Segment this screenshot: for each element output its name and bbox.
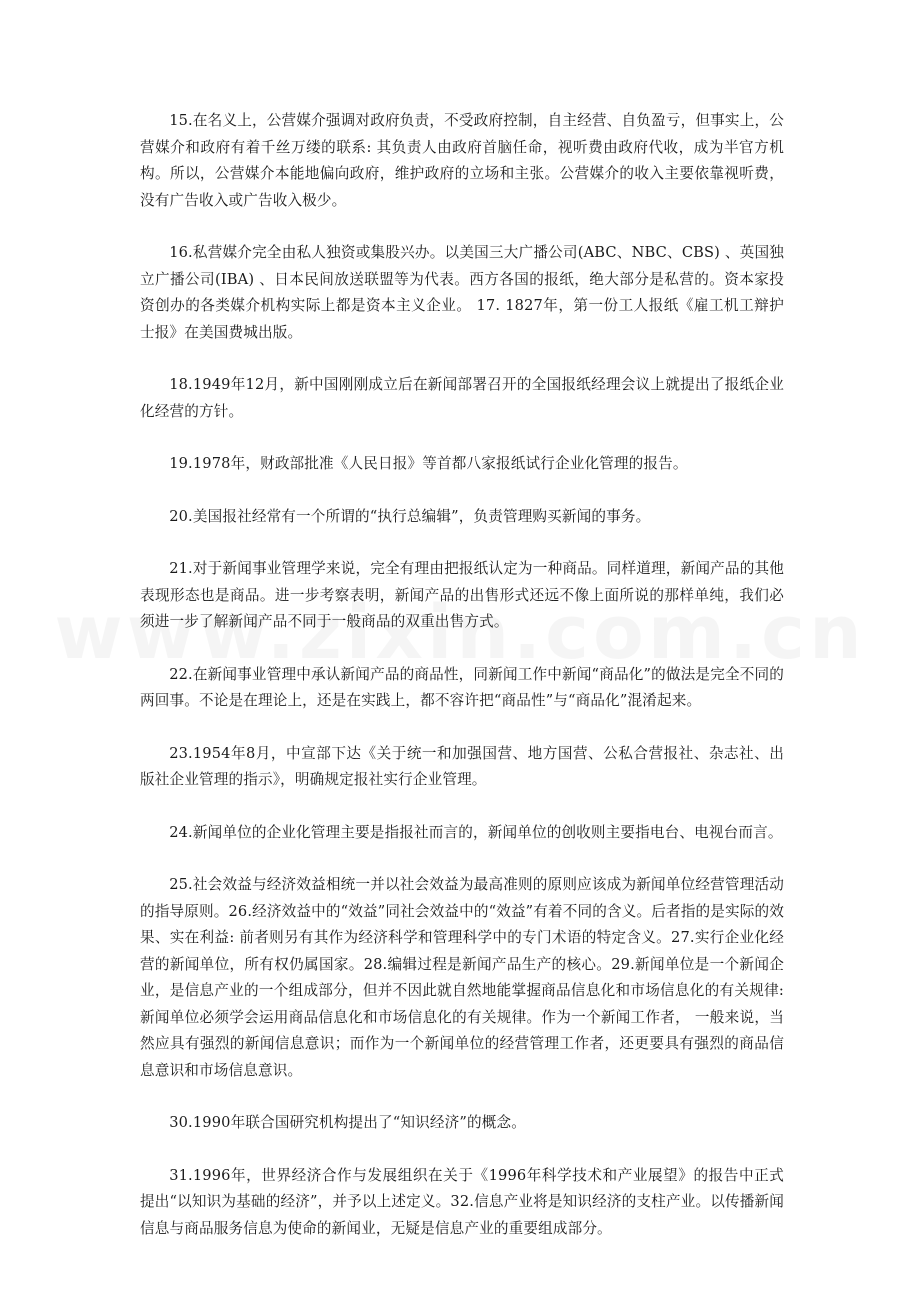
paragraph-16-17: 16.私营媒介完全由私人独资或集股兴办。以美国三大广播公司(ABC、NBC、CBS) 、英国独立广播公司(IBA) 、日本民间放送联盟等为代表。西方各国的报纸，绝大部分是私营的。资本家投资创办的各类媒介机构实际上都是资本主义企业。 17. 1827年，第一份工人报纸《雇工机工辩护士报》在美国费城出版。 xyxy=(140,244,784,341)
paragraph-21: 21.对于新闻事业管理学来说，完全有理由把报纸认定为一种商品。同样道理，新闻产品的其他表现形态也是商品。进一步考察表明，新闻产品的出售形式还远不像上面所说的那样单纯，我们必须进一步了解新闻产品不同于一般商品的双重出售方式。 xyxy=(140,560,784,630)
paragraph-22: 22.在新闻事业管理中承认新闻产品的商品性，同新闻工作中新闻“商品化”的做法是完全不同的两回事。不论是在理论上，还是在实践上，都不容许把“商品性”与“商品化”混淆起来。 xyxy=(140,665,784,709)
paragraph-15: 15.在名义上，公营媒介强调对政府负责，不受政府控制，自主经营、自负盈亏，但事实上，公营媒介和政府有着千丝万缕的联系: 其负责人由政府首脑任命，视听费由政府代收，成为半官方机构。所以，公营媒介本能地偏向政府，维护政府的立场和主张。公营媒介的收入主要依靠视听费，没有广告收入或广告收入极少。 xyxy=(140,112,784,209)
paragraph-19: 19.1978年，财政部批准《人民日报》等首都八家报纸试行企业化管理的报告。 xyxy=(169,455,688,472)
paragraph-23: 23.1954年8月，中宣部下达《关于统一和加强国营、地方国营、公私合营报社、杂志社、出版社企业管理的指示》，明确规定报社实行企业管理。 xyxy=(140,744,784,788)
paragraph-20: 20.美国报社经常有一个所谓的“执行总编辑”，负责管理购买新闻的事务。 xyxy=(169,507,651,525)
document-body xyxy=(140,108,784,1268)
paragraph-25-29: 25.社会效益与经济效益相统一并以社会效益为最高准则的原则应该成为新闻单位经营管理活动的指导原则。26.经济效益中的“效益”同社会效益中的“效益”有着不同的含义。后者指的是实际的效果、实在利益: 前者则另有其作为经济科学和管理科学中的专门术语的特定含义。27.实行企业化经营的新闻单位，所有权仍属国家。28.编辑过程是新闻产品生产的核心。29.新闻单位是一个新闻企业，是信息产业的一个组成部分，但并不因此就自然地能掌握商品信息化和市场信息化的有关规律: 新闻单位必须学会运用商品信息化和市场信息化的有关规律。作为一个新闻工作者， 一般来说，当然应具有强烈的新闻信息意识；而作为一个新闻单位的经营管理工作者，还更要具有强烈的商品信息意识和市场信息意识。 xyxy=(140,876,784,1079)
paragraph-31-32: 31.1996年，世界经济合作与发展组织在关于《1996年科学技术和产业展望》的报告中正式提出“以知识为基础的经济”，并予以上述定义。32.信息产业将是知识经济的支柱产业。以传播新闻信息与商品服务信息为使命的新闻业，无疑是信息产业的重要组成部分。 xyxy=(140,1166,784,1237)
paragraph-18: 18.1949年12月，新中国刚刚成立后在新闻部署召开的全国报纸经理会议上就提出了报纸企业化经营的方针。 xyxy=(140,376,784,420)
paragraph-30: 30.1990年联合国研究机构提出了“知识经济”的概念。 xyxy=(169,1114,526,1131)
paragraph-24: 24.新闻单位的企业化管理主要是指报社而言的，新闻单位的创收则主要指电台、电视台而言。 xyxy=(169,823,783,841)
